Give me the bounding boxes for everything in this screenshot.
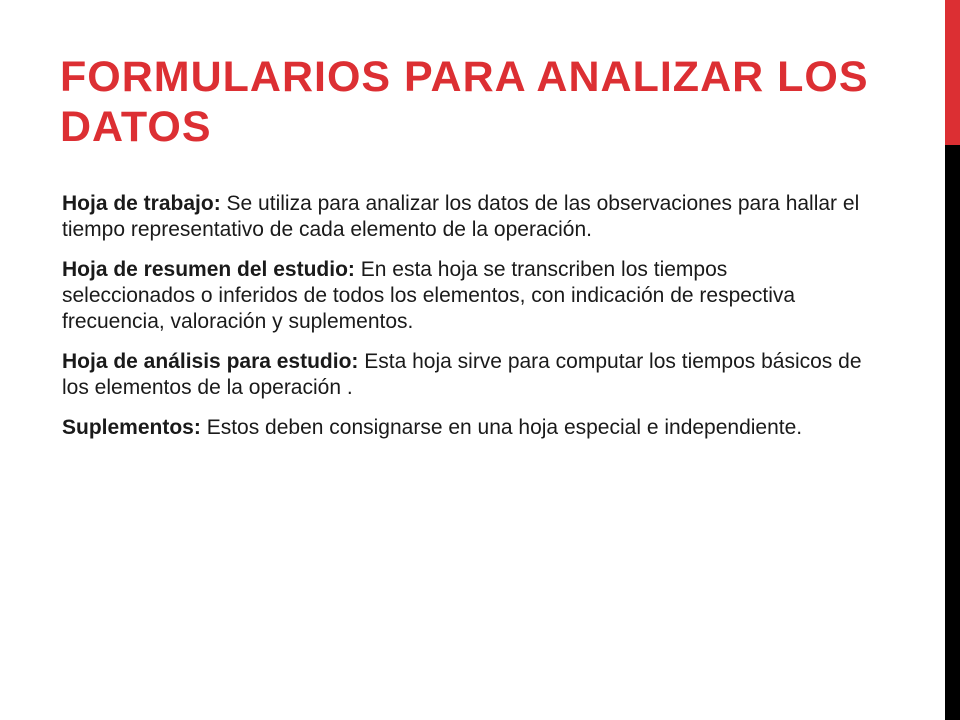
paragraph-hoja-de-resumen xyxy=(62,257,862,335)
slide-body xyxy=(62,191,862,455)
paragraph-suplementos xyxy=(62,415,862,441)
paragraph-text: Estos deben consignarse en una hoja especial e independiente. xyxy=(200,416,803,439)
accent-bar-red xyxy=(945,0,960,145)
paragraph-lead: Suplementos: xyxy=(62,416,201,439)
accent-bar-black xyxy=(945,145,960,720)
slide-title: FORMULARIOS PARA ANALIZAR LOS DATOS xyxy=(60,53,869,151)
paragraph-hoja-de-analisis xyxy=(62,349,862,401)
paragraph-lead: Hoja de trabajo: xyxy=(62,192,221,215)
paragraph-text: Esta hoja sirve para computar los tiempos básicos de los elementos de la operación . xyxy=(62,350,862,399)
paragraph-text: Se utiliza para analizar los datos de las observaciones para hallar el tiempo representativo de cada elemento de la operación. xyxy=(62,192,860,241)
paragraph-text: En esta hoja se transcriben los tiempos seleccionados o inferidos de todos los elementos, con indicación de respectiva frecuencia, valoración y suplementos. xyxy=(62,258,796,333)
paragraph-lead: Hoja de análisis para estudio: xyxy=(62,350,359,373)
paragraph-lead: Hoja de resumen del estudio: xyxy=(62,258,355,281)
paragraph-hoja-de-trabajo xyxy=(62,191,862,243)
